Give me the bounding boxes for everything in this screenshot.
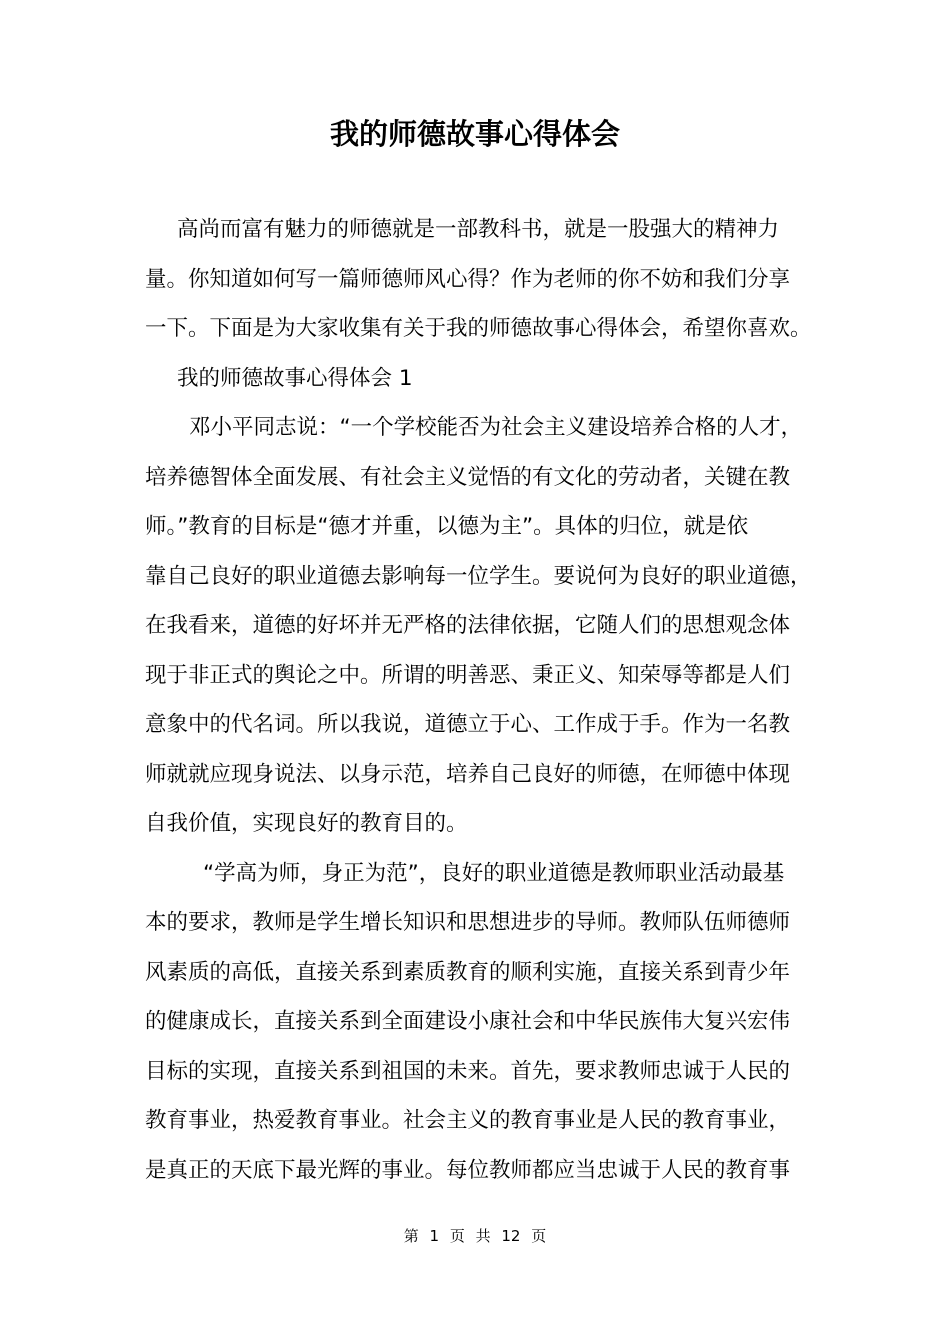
paragraph-line: 是真正的天底下最光辉的事业。每位教师都应当忠诚于人民的教育事 — [145, 1157, 791, 1183]
document-title: 我的师德故事心得体会 — [329, 117, 620, 151]
paragraph-line: 邓小平同志说：“一个学校能否为社会主义建设培养合格的人才， — [189, 415, 803, 440]
paragraph-line: 师。”教育的目标是“德才并重，以德为主”。具体的归位，就是依 — [145, 514, 749, 539]
paragraph-line: 师就就应现身说法、以身示范，培养自己良好的师德，在师德中体现 — [145, 761, 791, 787]
paragraph-line: 的健康成长，直接关系到全面建设小康社会和中华民族伟大复兴宏伟 — [145, 1009, 791, 1034]
paragraph-line: 意象中的代名词。所以我说，道德立于心、工作成于手。作为一名教 — [145, 712, 791, 737]
paragraph-line: 风素质的高低，直接关系到素质教育的顺利实施，直接关系到青少年 — [145, 959, 791, 985]
paragraph-line: 高尚而富有魅力的师德就是一部教科书，就是一股强大的精神力 — [177, 217, 780, 242]
paragraph-line: 教育事业，热爱教育事业。社会主义的教育事业是人民的教育事业， — [145, 1108, 791, 1133]
paragraph-line: 现于非正式的舆论之中。所谓的明善恶、秉正义、知荣辱等都是人们 — [145, 662, 791, 688]
paragraph-line: 在我看来，道德的好坏并无严格的法律依据，它随人们的思想观念体 — [145, 613, 791, 638]
paragraph-line: 本的要求，教师是学生增长知识和思想进步的导师。教师队伍师德师 — [145, 910, 791, 935]
paragraph-line: 目标的实现，直接关系到祖国的未来。首先，要求教师忠诚于人民的 — [145, 1058, 791, 1084]
paragraph-line: “学高为师，身正为范”，良好的职业道德是教师职业活动最基 — [203, 860, 785, 886]
paragraph-line: 靠自己良好的职业道德去影响每一位学生。要说何为良好的职业道德， — [145, 563, 812, 589]
document-body — [145, 205, 815, 1195]
page-number-footer: 第 1 页 共 12 页 — [403, 1227, 547, 1245]
paragraph-line: 量。你知道如何写一篇师德师风心得？作为老师的你不妨和我们分享 — [145, 266, 791, 292]
paragraph-line: 培养德智体全面发展、有社会主义觉悟的有文化的劳动者，关键在教 — [145, 464, 791, 490]
paragraph-line: 自我价值，实现良好的教育目的。 — [145, 811, 468, 836]
section-heading: 我的师德故事心得体会 1 — [177, 365, 413, 391]
paragraph-line: 一下。下面是为大家收集有关于我的师德故事心得体会，希望你喜欢。 — [145, 316, 812, 341]
